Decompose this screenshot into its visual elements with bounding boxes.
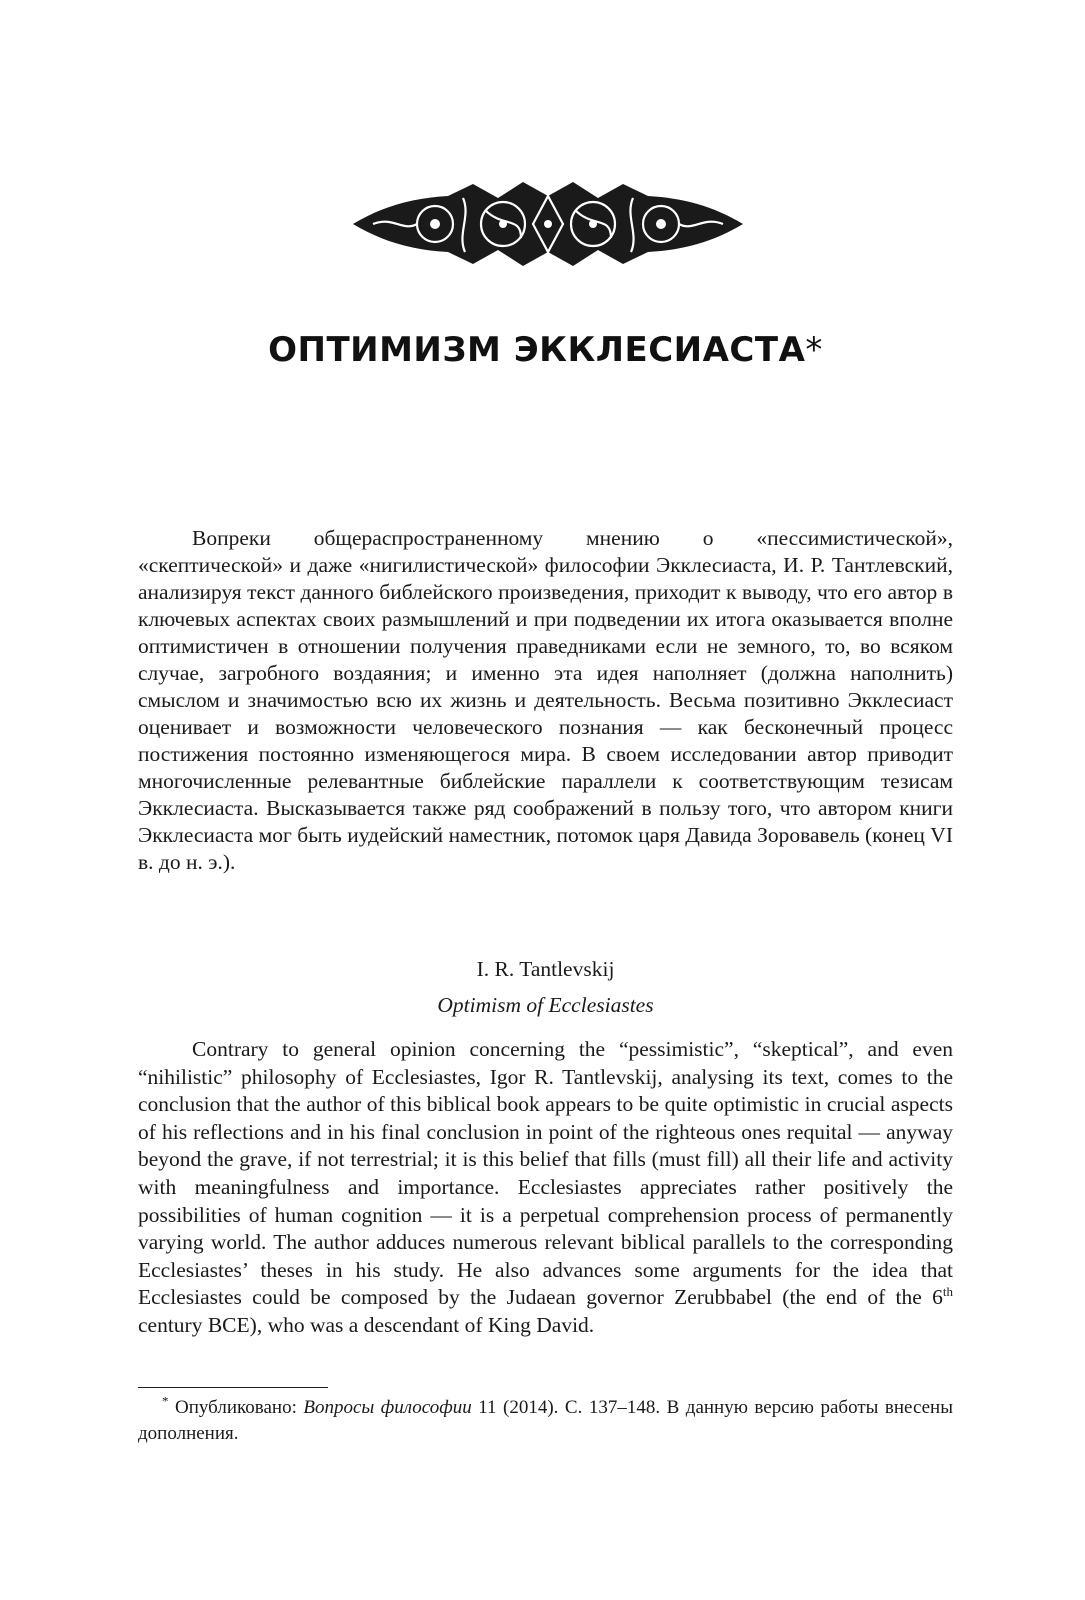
journal-name: Вопросы философии <box>303 1397 472 1418</box>
decorative-ornament-icon <box>353 176 743 272</box>
english-author: I. R. Tantlevskij <box>476 957 615 981</box>
page-title: ОПТИМИЗМ ЭККЛЕСИАСТА* <box>268 330 823 370</box>
title-footnote-mark: * <box>805 330 823 370</box>
ordinal-superscript: th <box>942 1284 953 1300</box>
footnote-divider <box>138 1387 328 1388</box>
footnote-mark: * <box>162 1393 169 1409</box>
abstract-russian: Вопреки общераспространенному мнению о «пессимистической», «скептической» и даже «нигилистической» философии Экклесиаста, И. Р. Тантлевский, анализируя текст данного библейского произведения, приходит к выводу, что его автор в ключевых аспектах своих размышлений и при подведении их итога оказывается вполне оптимистичен в отношении получения праведниками если не земного, то, во всяком случае, загробного воздаяния; и именно эта идея наполняет (должна наполнить) смыслом и значимостью всю их жизнь и деятельность. Весьма позитивно Экклесиаст оценивает и возможности человеческого познания — как бесконечный процесс постижения постоянно изменяющегося мира. В своем исследовании автор приводит многочисленные релевантные библейские параллели к соответствующим тезисам Экклесиаста. Высказывается также ряд соображений в пользу того, что автором книги Экклесиаста мог быть иудейский наместник, потомок царя Давида Зоровавель (конец VI в. до н. э.). <box>138 526 953 874</box>
book-page <box>138 0 953 1600</box>
english-title: Optimism of Ecclesiastes <box>437 993 654 1017</box>
abstract-english: Contrary to general opinion concerning the “pessimistic”, “skeptical”, and even “nihilistic” philosophy of Ecclesiastes, Igor R. Tantlevskij, analysing its text, comes to the conclusion that the author of this biblical book appears to be quite optimistic in crucial aspects of his reflections and in his final conclusion in point of the righteous ones requital — anyway beyond the grave, if not terrestrial; it is this belief that fills (must fill) all their life and activity with meaningfulness and importance. Ecclesiastes appreciates rather positively the possibilities of human cognition — it is a perpetual comprehension process of permanently varying world. The author adduces numerous relevant biblical parallels to the corresponding Ecclesiastes’ theses in his study. He also advances some arguments for the idea that Ecclesiastes could be composed by the Judaean governor Zerubbabel (the end of the 6th century BCE), who was a descendant of King David. <box>138 1037 953 1337</box>
footnote: * Опубликовано: Вопросы философии 11 (2014). С. 137–148. В данную версию работы внесены дополнения. <box>138 1393 953 1444</box>
